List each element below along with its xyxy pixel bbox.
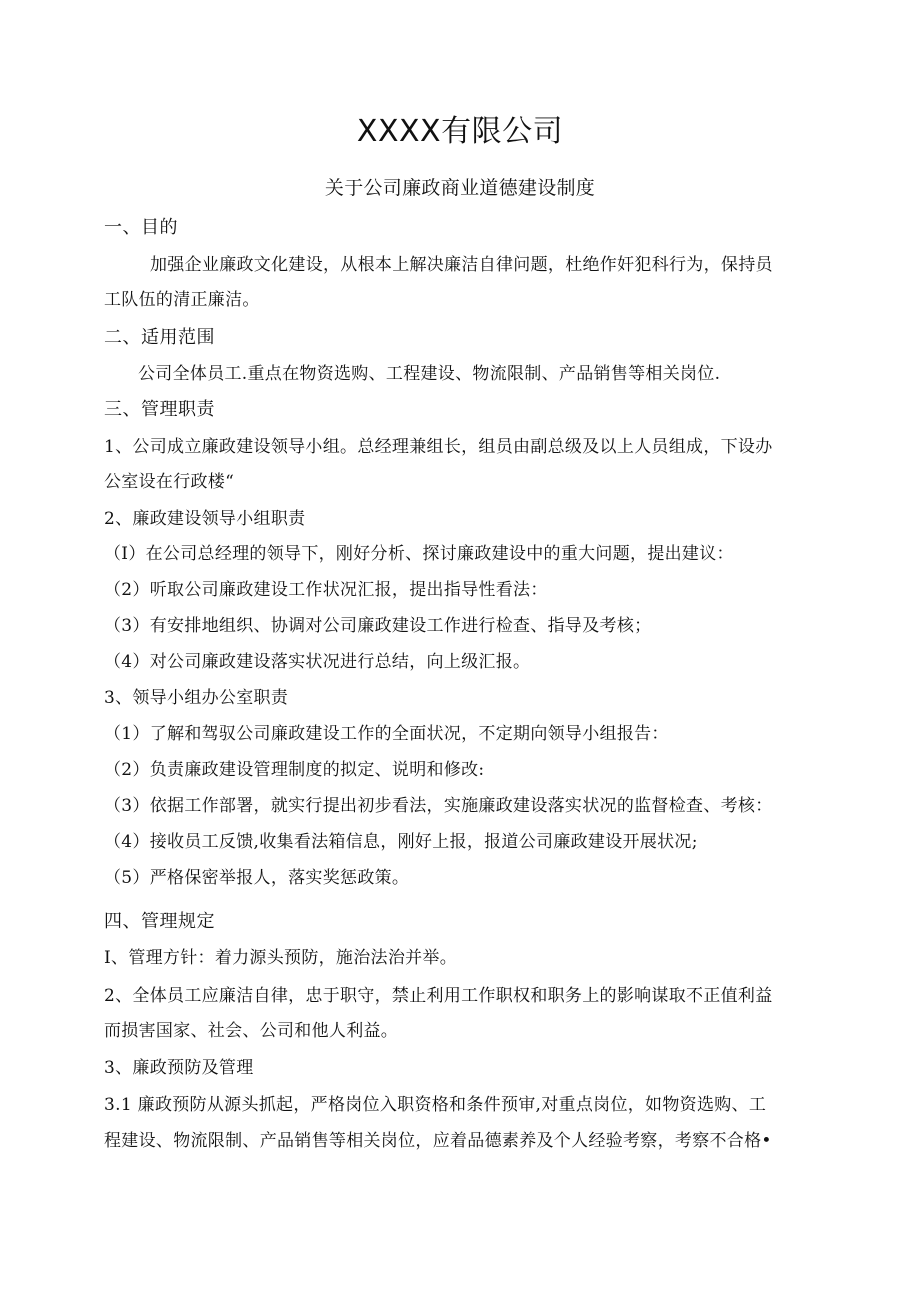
list-item: 2、廉政建设领导小组职责 — [104, 509, 306, 529]
list-item: 3、廉政预防及管理 — [104, 1058, 254, 1078]
paragraph-line: 而损害国家、社会、公司和他人利益。 — [104, 1021, 399, 1041]
paragraph-line: 2、全体员工应廉洁自律，忠于职守，禁止利用工作职权和职务上的影响谋取不正值利益 — [104, 986, 773, 1006]
section-heading-purpose: 一、目的 — [104, 217, 178, 238]
paragraph-line: 工队伍的清正廉洁。 — [104, 290, 260, 310]
list-subitem: （4）接收员工反馈,收集看法箱信息，刚好上报，报道公司廉政建设开展状况; — [104, 832, 698, 852]
list-subitem: （I）在公司总经理的领导下，刚好分析、探讨廉政建设中的重大问题，提出建议： — [104, 544, 734, 564]
list-item: 3、领导小组办公室职责 — [104, 688, 289, 708]
list-subitem: （2）负责廉政建设管理制度的拟定、说明和修改: — [104, 760, 485, 780]
paragraph-line: 加强企业廉政文化建设，从根本上解决廉洁自律问题，杜绝作奸犯科行为，保持员 — [150, 255, 773, 275]
list-subitem: （3）依据工作部署，就实行提出初步看法，实施廉政建设落实状况的监督检查、考核： — [104, 796, 773, 816]
company-title: XXXX有限公司 — [356, 114, 564, 149]
paragraph-line: 1、公司成立廉政建设领导小组。总经理兼组长，组员由副总级及以上人员组成，下设办 — [104, 437, 773, 457]
section-heading-scope: 二、适用范围 — [104, 327, 215, 348]
section-heading-responsibilities: 三、管理职责 — [104, 399, 215, 420]
list-subitem: （3）有安排地组织、协调对公司廉政建设工作进行检查、指导及考核； — [104, 616, 652, 636]
list-subitem: （1）了解和驾驭公司廉政建设工作的全面状况，不定期向领导小组报告： — [104, 724, 669, 744]
list-subitem: （5）严格保密举报人，落实奖惩政策。 — [104, 868, 410, 888]
list-subitem: （4）对公司廉政建设落实状况进行总结，向上级汇报。 — [104, 652, 531, 672]
paragraph-line: 公司全体员工.重点在物资选购、工程建设、物流限制、产品销售等相关岗位. — [138, 364, 721, 384]
list-item: I、管理方针：着力源头预防，施治法治并举。 — [104, 948, 458, 968]
section-heading-regulations: 四、管理规定 — [104, 911, 215, 932]
paragraph-line: 公室设在行政楼“ — [104, 472, 235, 492]
paragraph-line: 程建设、物流限制、产品销售等相关岗位，应着品德素养及个人经验考察，考察不合格• — [104, 1131, 772, 1151]
list-subitem: （2）听取公司廉政建设工作状况汇报，提出指导性看法： — [104, 580, 548, 600]
paragraph-line: 3.1 廉政预防从源头抓起，严格岗位入职资格和条件预审,对重点岗位，如物资选购、工 — [104, 1095, 767, 1115]
document-subtitle: 关于公司廉政商业道德建设制度 — [324, 177, 596, 199]
